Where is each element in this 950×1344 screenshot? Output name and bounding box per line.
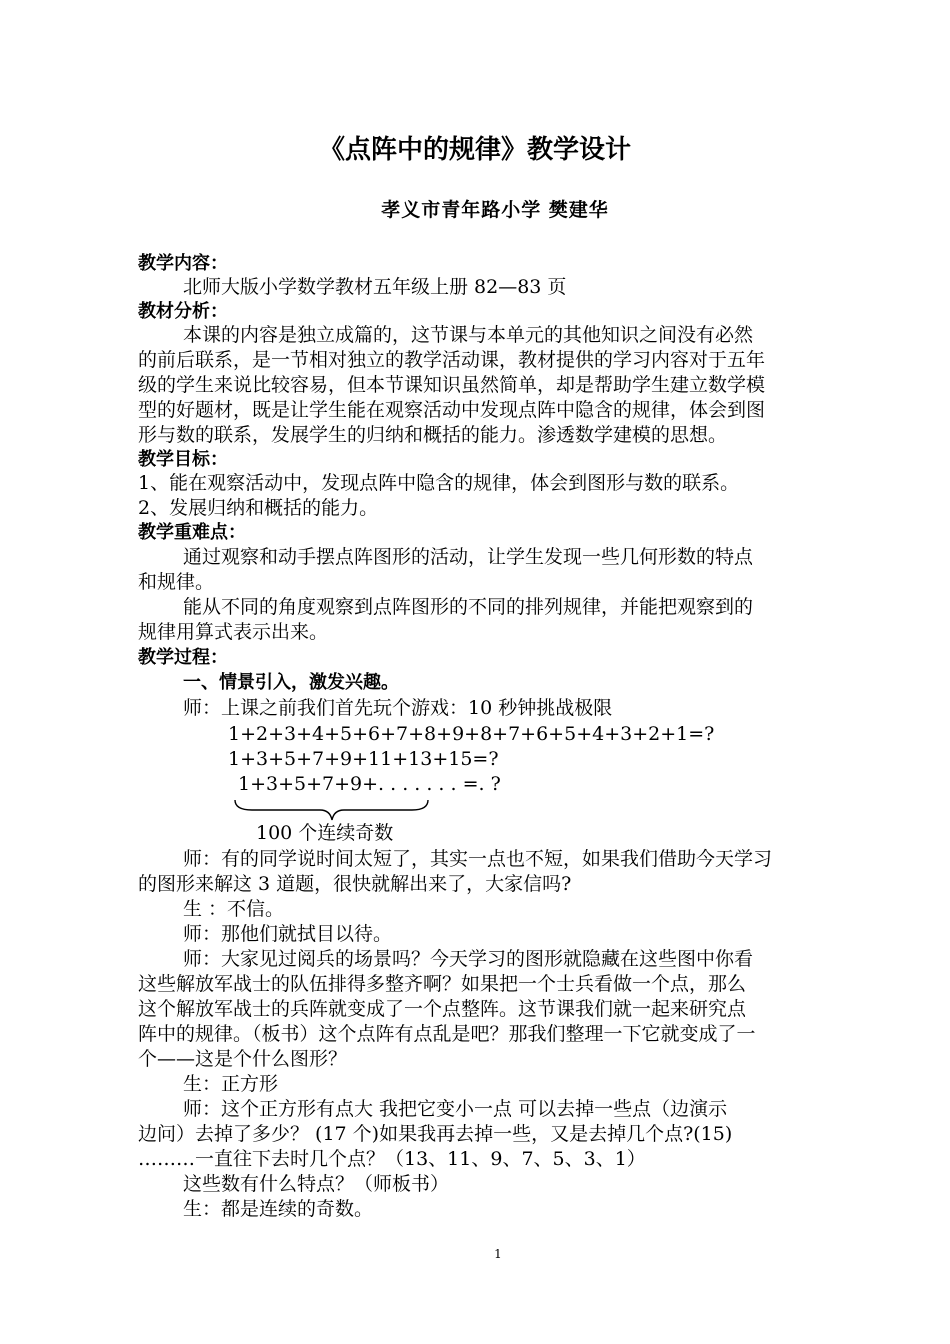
goal-item: 1、能在观察活动中，发现点阵中隐含的规律，体会到图形与数的联系。 (138, 472, 740, 494)
dialogue-line: 的图形来解这 3 道题，很快就解出来了，大家信吗? (138, 873, 572, 895)
section-heading-analysis: 教材分析： (138, 301, 228, 322)
section-heading-goals: 教学目标： (138, 449, 228, 470)
teacher-intro: 师：上课之前我们首先玩个游戏：10 秒钟挑战极限 (183, 697, 613, 719)
analysis-line: 级的学生来说比较容易，但本节课知识虽然简单，却是帮助学生建立数学模 (138, 374, 766, 396)
keypoints-line: 规律用算式表示出来。 (138, 621, 329, 643)
section-heading-content: 教学内容： (138, 253, 228, 274)
dialogue-line: 生：都是连续的奇数。 (183, 1198, 374, 1220)
analysis-line: 形与数的联系，发展学生的归纳和概括的能力。渗透数学建模的思想。 (138, 424, 728, 446)
process-step-heading: 一、情景引入，激发兴趣。 (183, 672, 399, 693)
equation: 1+2+3+4+5+6+7+8+9+8+7+6+5+4+3+2+1=? (228, 723, 715, 745)
dialogue-line: ………一直往下去时几个点？（13、11、9、7、5、3、1） (138, 1148, 646, 1170)
equation: 1+3+5+7+9+11+13+15=? (228, 748, 499, 770)
content-text: 北师大版小学数学教材五年级上册 82—83 页 (183, 276, 567, 298)
document-title: 《点阵中的规律》教学设计 (318, 135, 631, 165)
curly-brace-icon (232, 798, 432, 822)
dialogue-line: 个——这是个什么图形？ (138, 1048, 348, 1070)
dialogue-line: 师：那他们就拭目以待。 (183, 923, 393, 945)
dialogue-line: 师：大家见过阅兵的场景吗？今天学习的图形就隐藏在这些图中你看 (183, 948, 754, 970)
keypoints-line: 通过观察和动手摆点阵图形的活动，让学生发现一些几何形数的特点 (183, 546, 754, 568)
dialogue-line: 师：有的同学说时间太短了，其实一点也不短，如果我们借助今天学习 (183, 848, 773, 870)
equation: 1+3+5+7+9+. . . . . . . =. ? (238, 773, 501, 795)
dialogue-line: 这些数有什么特点？（师板书） (183, 1173, 450, 1195)
analysis-line: 本课的内容是独立成篇的，这节课与本单元的其他知识之间没有必然 (183, 324, 754, 346)
dialogue-line: 生 ：不信。 (183, 898, 285, 920)
page-number: 1 (494, 1247, 502, 1261)
dialogue-line: 阵中的规律。（板书）这个点阵有点乱是吧？那我们整理一下它就变成了一 (138, 1023, 756, 1045)
section-heading-keypoints: 教学重难点： (138, 522, 246, 543)
dialogue-line: 这些解放军战士的队伍排得多整齐啊？如果把一个士兵看做一个点，那么 (138, 973, 747, 995)
dialogue-line: 师：这个正方形有点大 我把它变小一点 可以去掉一些点（边演示 (183, 1098, 728, 1120)
analysis-line: 型的好题材，既是让学生能在观察活动中发现点阵中隐含的规律，体会到图 (138, 399, 766, 421)
goal-item: 2、发展归纳和概括的能力。 (138, 497, 379, 519)
brace-label: 100 个连续奇数 (256, 822, 394, 844)
analysis-line: 的前后联系，是一节相对独立的教学活动课，教材提供的学习内容对于五年 (138, 349, 766, 371)
dialogue-line: 生：正方形 (183, 1073, 279, 1095)
keypoints-line: 和规律。 (138, 571, 215, 593)
dialogue-line: 这个解放军战士的兵阵就变成了一个点整阵。这节课我们就一起来研究点 (138, 998, 747, 1020)
section-heading-process: 教学过程： (138, 647, 228, 668)
keypoints-line: 能从不同的角度观察到点阵图形的不同的排列规律，并能把观察到的 (183, 596, 754, 618)
author-line: 孝义市青年路小学 樊建华 (381, 199, 609, 221)
dialogue-line: 边问）去掉了多少？ (17 个)如果我再去掉一些，又是去掉几个点?(15) (138, 1123, 733, 1145)
